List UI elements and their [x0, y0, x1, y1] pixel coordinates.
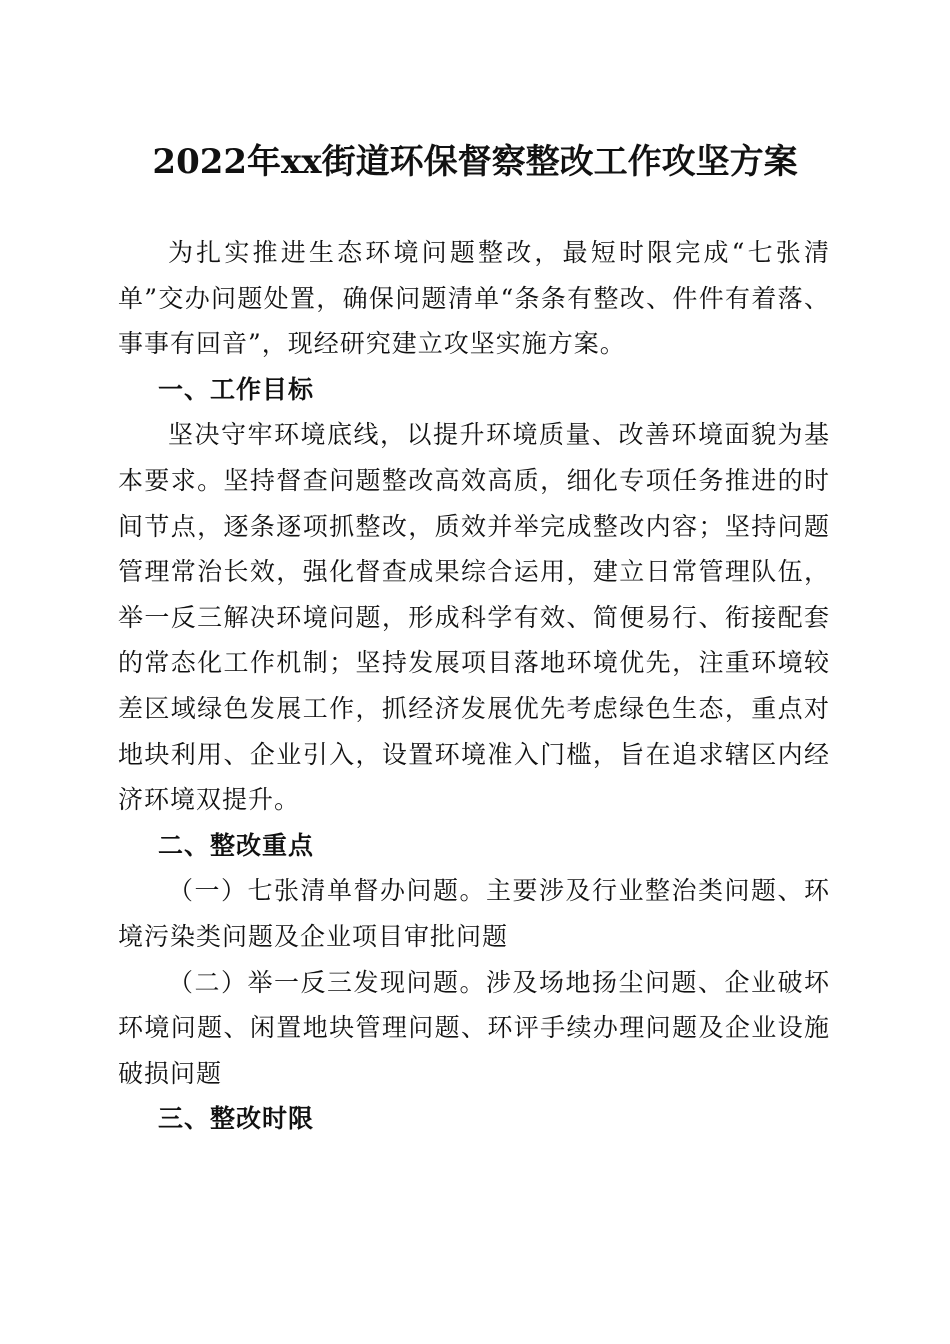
section-heading-deadline: 三、整改时限 — [158, 1104, 315, 1134]
focus-item-2: （二）举一反三发现问题。涉及场地扬尘问题、企业破坏环境问题、闲置地块管理问题、环评手续办理问题及企业设施破损问题 — [118, 967, 830, 1088]
section-heading-goals: 一、工作目标 — [158, 374, 315, 404]
document-body — [118, 230, 830, 1142]
section-heading-focus: 二、整改重点 — [158, 830, 315, 860]
goals-paragraph: 坚决守牢环境底线，以提升环境质量、改善环境面貌为基本要求。坚持督查问题整改高效高质，细化专项任务推进的时间节点，逐条逐项抓整改，质效并举完成整改内容；坚持问题管理常治长效，强化督查成果综合运用，建立日常管理队伍，举一反三解决环境问题，形成科学有效、简便易行、衔接配套的常态化工作机制；坚持发展项目落地环境优先，注重环境较差区域绿色发展工作，抓经济发展优先考虑绿色生态，重点对地块利用、企业引入，设置环境准入门槛，旨在追求辖区内经济环境双提升。 — [118, 420, 830, 815]
document-title: 2022年xx街道环保督察整改工作攻坚方案 — [152, 142, 798, 182]
focus-item-1: （一）七张清单督办问题。主要涉及行业整治类问题、环境污染类问题及企业项目审批问题 — [118, 876, 830, 951]
intro-paragraph: 为扎实推进生态环境问题整改，最短时限完成“七张清单”交办问题处置，确保问题清单“条条有整改、件件有着落、事事有回音”，现经研究建立攻坚实施方案。 — [118, 238, 830, 359]
